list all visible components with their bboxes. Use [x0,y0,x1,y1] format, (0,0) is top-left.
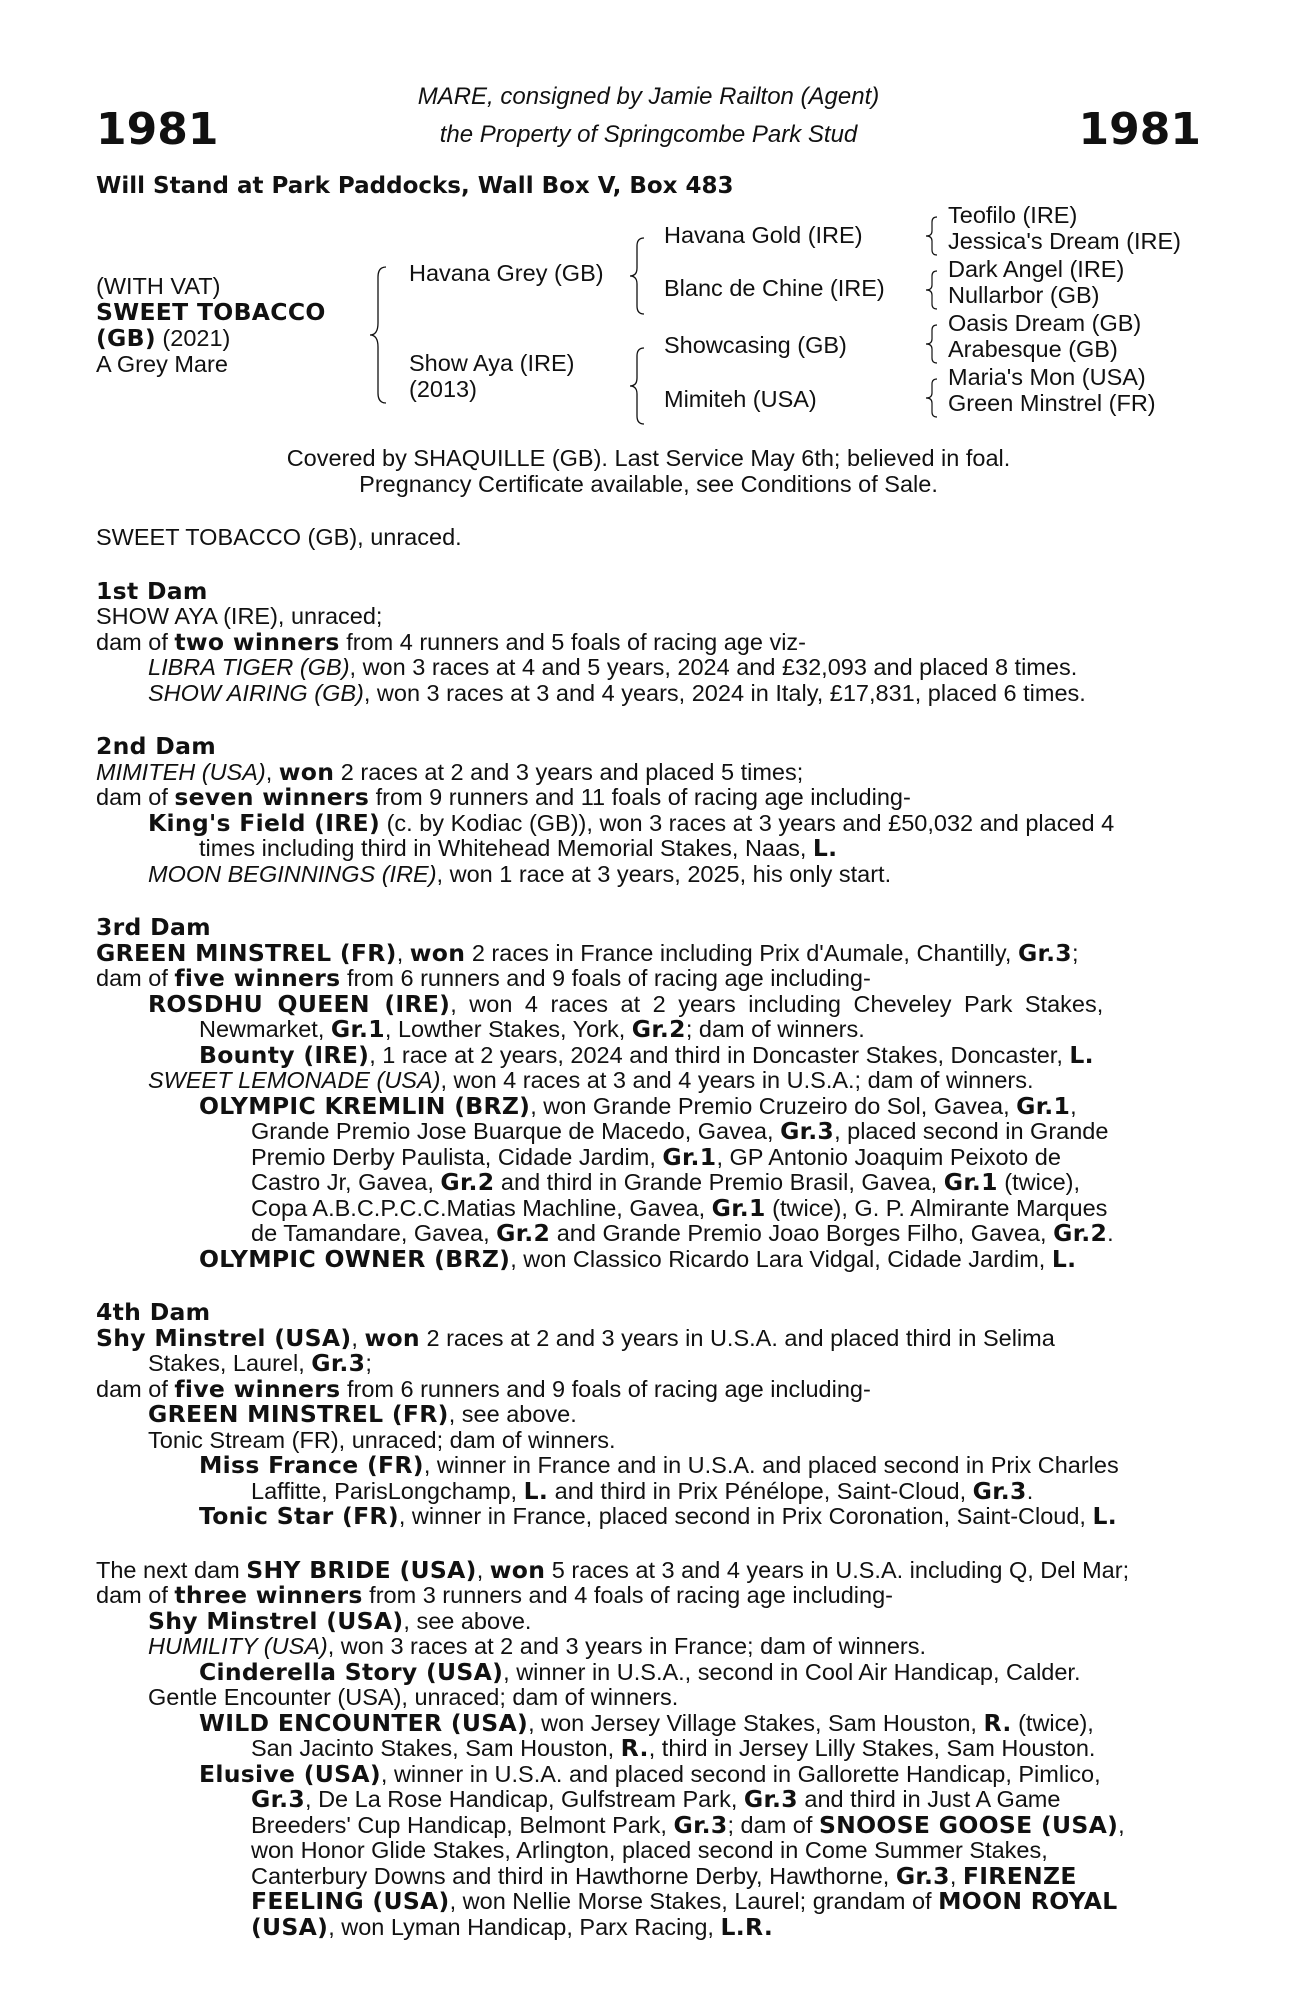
sire-dam-sire: Dark Angel (IRE) [948,256,1125,282]
sire-sire-sire: Teofilo (IRE) [948,202,1078,228]
third-dam-produce-summary: dam of five winners from 6 runners and 9 foals of racing age including- [96,964,871,992]
fourth-dam-line: Shy Minstrel (USA), won 2 races at 2 and 3 years in U.S.A. and placed third in Selima [96,1323,1055,1352]
progeny-entry: LIBRA TIGER (GB), won 3 races at 4 and 5 years, 2024 and £32,093 and placed 8 times. [148,654,1078,680]
stabling-line: Will Stand at Park Paddocks, Wall Box V, Box 483 [96,173,734,199]
progeny-entry-continued: Laffitte, ParisLongchamp, L. and third in Prix Pénélope, Saint-Cloud, Gr.3. [251,1476,1034,1505]
dam-sire-dam: Arabesque (GB) [948,336,1118,362]
pedigree-table [96,201,1201,439]
catalogue-page [96,78,1201,1940]
pedigree-brace-1 [366,265,390,405]
horse-country: (GB) [96,324,156,352]
horse-name: SWEET TOBACCO [96,298,326,326]
progeny-entry: HUMILITY (USA), won 3 races at 2 and 3 years in France; dam of winners. [148,1633,926,1659]
progeny-entry: WILD ENCOUNTER (USA), won Jersey Village Stakes, Sam Houston, R. (twice), [199,1708,1094,1737]
first-dam-heading: 1st Dam [96,576,208,605]
pedigree-brace-2 [626,236,648,316]
fourth-dam-section [96,1300,1201,1530]
progeny-entry: GREEN MINSTREL (FR), see above. [148,1400,577,1428]
covered-note [96,445,1201,497]
horse-year: (2021) [162,325,231,351]
consigned-line: MARE, consigned by Jamie Railton (Agent) [417,83,880,110]
next-dam-produce-summary: dam of three winners from 3 runners and 4 foals of racing age including- [96,1581,893,1609]
progeny-entry: SHOW AIRING (GB), won 3 races at 3 and 4 years, 2024 in Italy, £17,831, placed 6 times. [148,679,1086,706]
lot-header [96,78,1201,158]
property-line: the Property of Springcombe Park Stud [439,121,858,148]
covered-line-1: Covered by SHAQUILLE (GB). Last Service May 6th; believed in foal. [286,445,1011,471]
progeny-entry: Tonic Star (FR), winner in France, placed second in Prix Coronation, Saint-Cloud, L. [199,1502,1117,1530]
progeny-entry: Tonic Stream (FR), unraced; dam of winners. [148,1426,616,1453]
progeny-entry-continued: Copa A.B.C.P.C.C.Matias Machline, Gavea, Gr.1 (twice), G. P. Almirante Marques [251,1193,1108,1222]
progeny-entry: OLYMPIC KREMLIN (BRZ), won Grande Premio Cruzeiro do Sol, Gavea, Gr.1, [199,1091,1077,1120]
second-dam-line: MIMITEH (USA), won 2 races at 2 and 3 years and placed 5 times; [96,757,804,786]
progeny-entry-continued: Newmarket, Gr.1, Lowther Stakes, York, Gr.2; dam of winners. [199,1015,865,1043]
first-dam-line: SHOW AYA (IRE), unraced; [96,603,383,629]
progeny-entry-continued: FEELING (USA), won Nellie Morse Stakes, Laurel; grandam of MOON ROYAL [251,1887,1118,1915]
progeny-entry-continued: San Jacinto Stakes, Sam Houston, R., third in Jersey Lilly Stakes, Sam Houston. [251,1734,1096,1762]
progeny-entry: ROSDHU QUEEN (IRE), won 4 races at 2 years including Cheveley Park Stakes, [148,989,1104,1018]
pedigree-brace-4 [922,215,940,257]
pedigree-brace-6 [922,323,940,365]
horse-description: A Grey Mare [96,351,228,377]
progeny-entry-continued: Grande Premio Jose Buarque de Macedo, Gavea, Gr.3, placed second in Grande [251,1117,1109,1145]
fourth-dam-produce-summary: dam of five winners from 6 runners and 9 foals of racing age including- [96,1374,871,1403]
dam-year: (2013) [409,376,477,402]
consignor-block [96,78,1201,154]
third-dam-section [96,915,1201,1272]
progeny-entry: Elusive (USA), winner in U.S.A. and placed second in Gallorette Handicap, Pimlico, [199,1759,1101,1788]
pedigree-brace-5 [922,269,940,311]
second-dam-section [96,734,1201,887]
second-dam-heading: 2nd Dam [96,732,217,760]
progeny-entry: King's Field (IRE) (c. by Kodiac (GB)), won 3 races at 3 years and £50,032 and placed 4 [148,808,1115,837]
third-dam-line: GREEN MINSTREL (FR), won 2 races in France including Prix d'Aumale, Chantilly, Gr.3; [96,938,1079,967]
dam-dam: Mimiteh (USA) [664,386,817,412]
progeny-entry: OLYMPIC OWNER (BRZ), won Classico Ricardo Lara Vidgal, Cidade Jardim, L. [199,1244,1077,1273]
vat-note: (WITH VAT) [96,273,221,299]
progeny-entry-continued: Premio Derby Paulista, Cidade Jardim, Gr.1, GP Antonio Joaquim Peixoto de [251,1142,1061,1171]
pedigree-brace-7 [922,377,940,419]
fourth-dam-line-continued: Stakes, Laurel, Gr.3; [148,1349,372,1377]
progeny-entry: Miss France (FR), winner in France and in U.S.A. and placed second in Prix Charles [199,1451,1119,1479]
dam: Show Aya (IRE) [409,350,575,376]
first-dam-produce-summary: dam of two winners from 4 runners and 5 foals of racing age viz- [96,627,807,656]
progeny-entry-continued: Breeders' Cup Handicap, Belmont Park, Gr.3; dam of SNOOSE GOOSE (USA), [251,1810,1125,1839]
progeny-entry: MOON BEGINNINGS (IRE), won 1 race at 3 years, 2025, his only start. [148,860,892,887]
next-dam-section [96,1555,1201,1941]
dam-sire-sire: Oasis Dream (GB) [948,310,1142,336]
dam-sire: Showcasing (GB) [664,332,847,358]
sire-dam-dam: Nullarbor (GB) [948,282,1100,308]
progeny-entry: Shy Minstrel (USA), see above. [148,1606,532,1635]
progeny-entry-continued: Canterbury Downs and third in Hawthorne Derby, Hawthorne, Gr.3, FIRENZE [251,1861,1077,1890]
progeny-entry: Gentle Encounter (USA), unraced; dam of winners. [148,1684,679,1710]
fourth-dam-heading: 4th Dam [96,1298,211,1326]
dam-dam-dam: Green Minstrel (FR) [948,390,1156,416]
progeny-entry-continued: de Tamandare, Gavea, Gr.2 and Grande Premio Joao Borges Filho, Gavea, Gr.2. [251,1219,1114,1247]
sire-sire-dam: Jessica's Dream (IRE) [948,228,1181,254]
progeny-entry-continued: Castro Jr, Gavea, Gr.2 and third in Grande Premio Brasil, Gavea, Gr.1 (twice), [251,1168,1080,1196]
sire-sire: Havana Gold (IRE) [664,222,863,248]
dam-dam-sire: Maria's Mon (USA) [948,364,1146,390]
sire-dam: Blanc de Chine (IRE) [664,275,885,301]
next-dam-line: The next dam SHY BRIDE (USA), won 5 races at 3 and 4 years in U.S.A. including Q, Del Mar; [96,1555,1130,1584]
first-dam-section [96,576,1201,707]
second-dam-produce-summary: dam of seven winners from 9 runners and 11 foals of racing age including- [96,783,911,811]
progeny-entry: Cinderella Story (USA), winner in U.S.A., second in Cool Air Handicap, Calder. [199,1657,1081,1686]
lot-number-left: 1981 [96,104,219,155]
horse-block [96,273,326,377]
progeny-entry-continued: Gr.3, De La Rose Handicap, Gulfstream Park, Gr.3 and third in Just A Game [251,1785,1061,1813]
progeny-entry-continued: (USA), won Lyman Handicap, Parx Racing, L.R. [251,1912,774,1941]
third-dam-heading: 3rd Dam [96,913,211,941]
covered-line-2: Pregnancy Certificate available, see Conditions of Sale. [359,471,938,497]
lot-number-right: 1981 [1078,104,1201,155]
progeny-entry-continued: times including third in Whitehead Memorial Stakes, Naas, L. [199,834,838,862]
progeny-entry: SWEET LEMONADE (USA), won 4 races at 3 and 4 years in U.S.A.; dam of winners. [148,1067,1034,1093]
pedigree-brace-3 [626,346,648,426]
intro-line: SWEET TOBACCO (GB), unraced. [96,524,462,550]
progeny-entry-continued: won Honor Glide Stakes, Arlington, placed second in Come Summer Stakes, [251,1837,1048,1863]
progeny-entry: Bounty (IRE), 1 race at 2 years, 2024 and third in Doncaster Stakes, Doncaster, L. [199,1040,1094,1069]
sire: Havana Grey (GB) [409,260,604,286]
